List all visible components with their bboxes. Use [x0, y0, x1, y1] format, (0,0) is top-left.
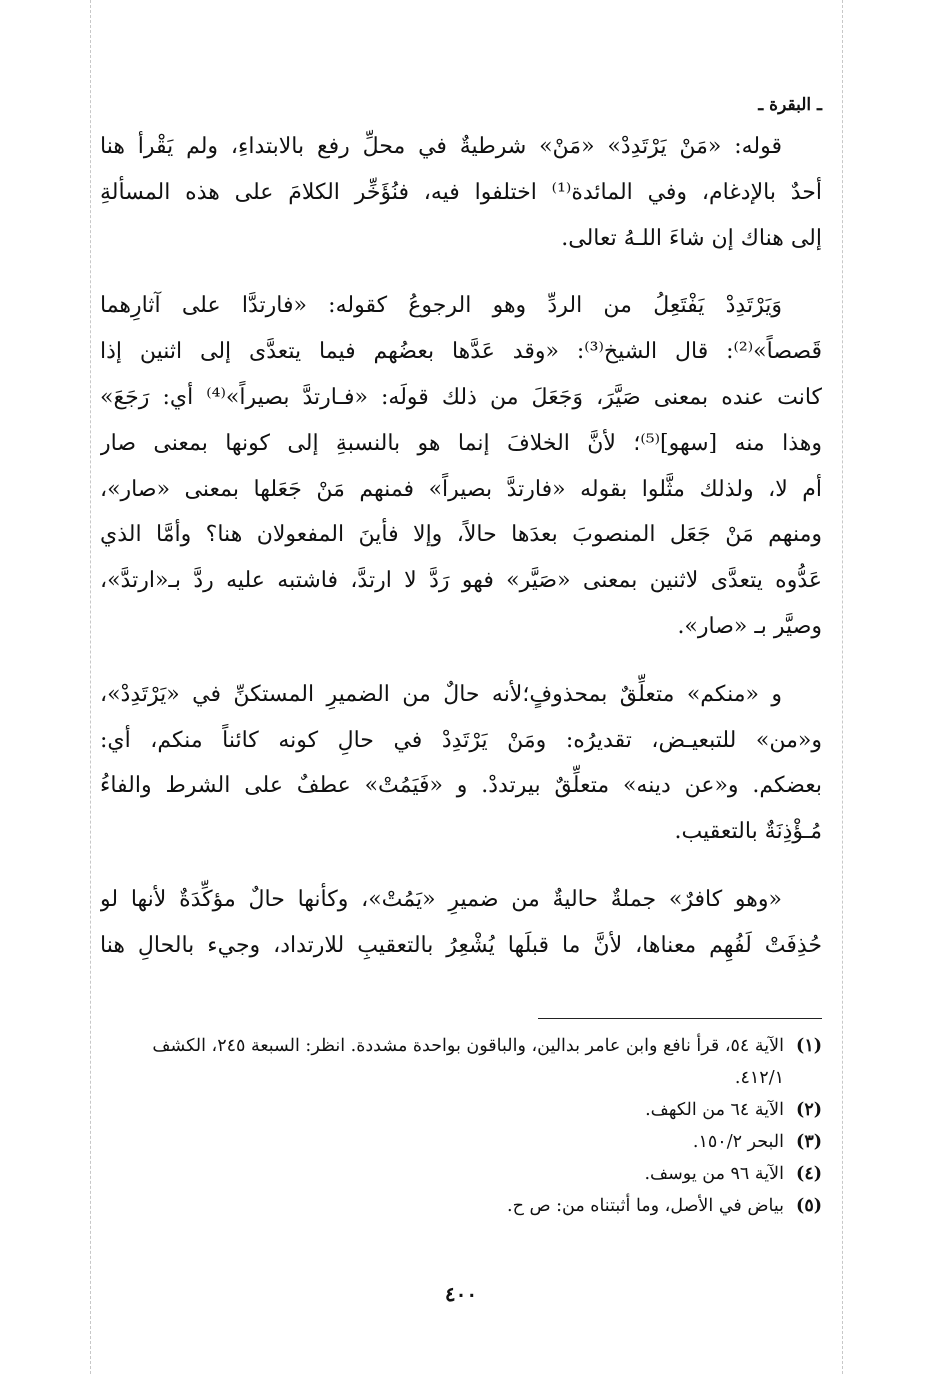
footnote-text: الآية ٥٤، قرأ نافع وابن عامر بدالين، والباقون بواحدة مشددة. انظر: السبعة ٢٤٥، الكشف ٤١٢/١.	[152, 1036, 784, 1088]
paragraph-line: وصيَّر بـ «صار».	[677, 613, 822, 639]
footnote-text: الآية ٩٦ من يوسف.	[644, 1164, 784, 1184]
footnotes-list	[100, 1030, 822, 1222]
paragraph-line: كانت عنده بمعنى صَيَّرَ، وَجَعَلَ من ذلك قولَه: «فـارتدَّ بصيراً»⁽⁴⁾ أي: رَجَعَ»	[100, 384, 822, 410]
scan-margin-guide-right	[842, 0, 843, 1374]
paragraph-line: قَصصاً»⁽²⁾: قال الشيخ⁽³⁾: «وقد عَدَّها بعضُهم فيما يتعدَّى إلى اثنين إذا	[100, 339, 822, 365]
footnote-number: (٤)	[796, 1164, 822, 1184]
paragraph-line: عَدُّوه يتعدَّى لاثنين بمعنى «صَيَّر» فهو رَدَّ لا ارتدَّ، فاشتبه عليه ردَّ بـ«ارتدَّ»،	[100, 568, 822, 594]
page-number: ٤٠٠	[444, 1282, 478, 1306]
footnote	[100, 1190, 822, 1222]
paragraph-line: بعضكم. و«عن دينه» متعلِّقٌ بيرتددْ. و «فَيَمُتْ» عطفٌ على الشرط والفاءُ	[100, 773, 822, 799]
paragraph-line: أحدٌ بالإدغام، وفي المائدة⁽¹⁾ اختلفوا فيه، فنُؤَخِّر الكلامَ على هذه المسألةِ	[100, 179, 822, 205]
paragraph-line: مُـؤْذِنَةٌ بالتعقيب.	[674, 819, 822, 845]
footnote-text: الآية ٦٤ من الكهف.	[645, 1100, 784, 1120]
footnote-number: (١)	[796, 1036, 822, 1056]
footnote-divider	[538, 1018, 822, 1019]
footnote-number: (٣)	[796, 1132, 822, 1152]
footnote	[100, 1094, 822, 1126]
footnote	[100, 1030, 822, 1094]
paragraph-line: و «منكم» متعلِّقٌ بمحذوفٍ؛لأنه حالٌ من الضميرِ المستكنِّ في «يَرْتَدِدْ»،	[100, 681, 782, 707]
footnote	[100, 1158, 822, 1190]
footnote-text: البحر ١٥٠/٢.	[692, 1132, 784, 1152]
paragraph-line: حُذِفَتْ لَفُهِم معناها، لأنَّ ما قبلَها يُشْعِرُ بالتعقيبِ للارتداد، وجيء بالحالِ هنا	[100, 932, 822, 958]
scan-margin-guide-left	[90, 0, 91, 1374]
footnote-number: (٢)	[796, 1100, 822, 1120]
running-head: ـ البقرة ـ	[758, 95, 822, 115]
paragraph-line: قوله: «مَنْ يَرْتَدِدْ» «مَنْ» شرطيةٌ في محلِّ رفع بالابتداءِ، ولم يَقْرأ هنا	[100, 134, 782, 159]
paragraph-line: ومنهم مَنْ جَعَل المنصوبَ بعدَها حالاً، وإلا فأينَ المفعولان هنا؟ وأمَّا الذي	[100, 522, 822, 548]
footnote	[100, 1126, 822, 1158]
footnote-area	[100, 0, 822, 1374]
paragraph-line: أم لا، ولذلك مثَّلوا بقوله «فارتدَّ بصيراً» فمنهم مَنْ جَعَلها بمعنى «صار»،	[100, 476, 822, 502]
paragraph-line: و«من» للتبعيـض، تقديرُه: ومَنْ يَرْتَدِدْ في حالِ كونه كائناً منكم، أي:	[100, 727, 822, 753]
footnote-number: (٥)	[796, 1196, 822, 1216]
paragraph-line: إلى هناك إن شاءَ اللـهُ تعالى.	[561, 225, 822, 251]
paragraph-line: وَيَرْتَدِدْ يَفْتَعِلُ من الردِّ وهو الرجوعُ كقوله: «فارتدَّا على آثارِهما	[100, 293, 782, 319]
paragraph-line: وهذا منه [سهو]⁽⁵⁾؛ لأنَّ الخلافَ إنما هو بالنسبةِ إلى كونها بمعنى صار	[100, 430, 822, 456]
footnote-text: بياض في الأصل، وما أثبتناه من: ص ح.	[507, 1196, 784, 1216]
paragraph-line: «وهو كافرٌ» جملةٌ حاليةٌ من ضميرِ «يَمُتْ»، وكأنها حالٌ مؤكِّدَةٌ لأنها لو	[100, 886, 782, 912]
